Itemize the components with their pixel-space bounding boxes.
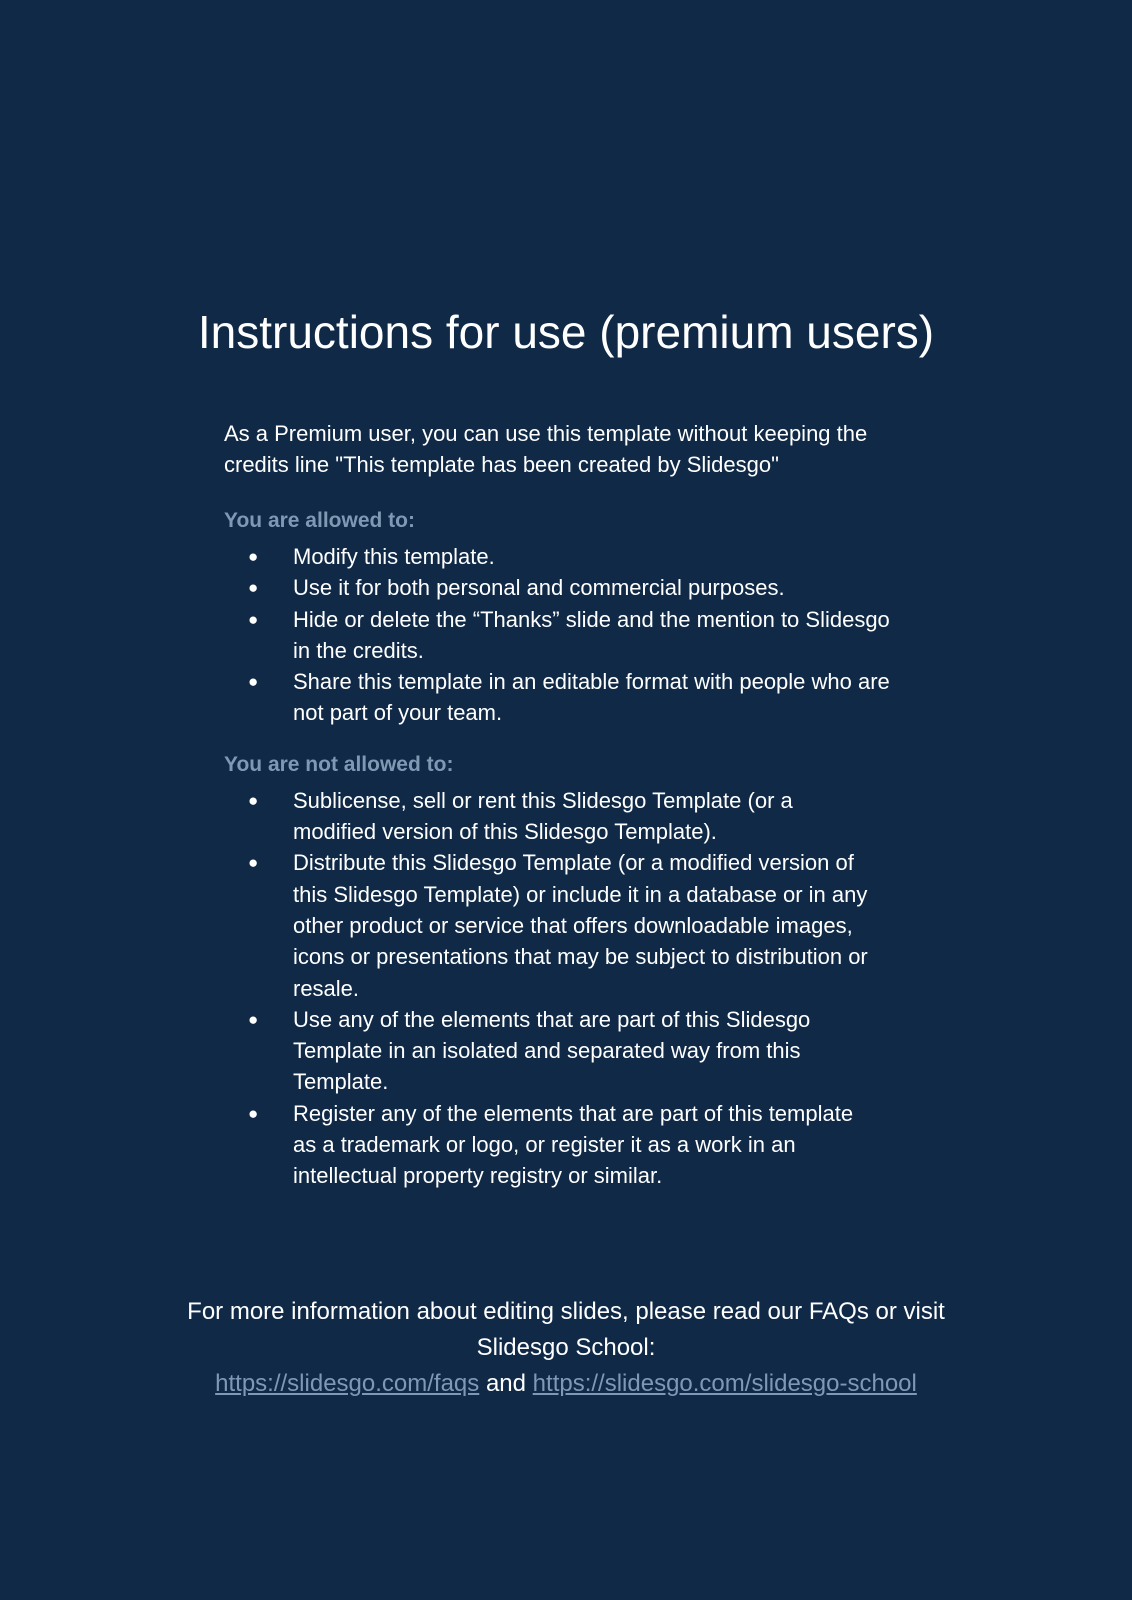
- footer-links: [0, 1366, 1132, 1402]
- not-allowed-item-text: Use any of the elements that are part of this Slidesgo Template in an isolated and separated way from this Template.: [293, 1006, 811, 1095]
- intro-paragraph: As a Premium user, you can use this template without keeping the credits line "This template has been created by Slidesgo": [224, 421, 868, 477]
- instructions-body: [224, 418, 964, 1192]
- allowed-item-text: Hide or delete the “Thanks” slide and the mention to Slidesgo in the credits.: [293, 606, 890, 663]
- not-allowed-heading: You are not allowed to:: [224, 752, 454, 776]
- slidesgo-school-link[interactable]: https://slidesgo.com/slidesgo-school: [532, 1370, 917, 1397]
- bullet-dot-icon: ●: [248, 547, 259, 566]
- allowed-list-item: [224, 604, 899, 667]
- bullet-dot-icon: ●: [248, 1009, 259, 1029]
- not-allowed-item-text: Register any of the elements that are part of this template as a trademark or logo, or register it as a work in an intellectual property registry or similar.: [293, 1100, 854, 1189]
- allowed-item-text: Modify this template.: [293, 544, 495, 569]
- allowed-item-text: Use it for both personal and commercial purposes.: [293, 575, 785, 601]
- footer-connector: and: [485, 1370, 526, 1397]
- not-allowed-item-text: Sublicense, sell or rent this Slidesgo Template (or a modified version of this Slidesgo Template).: [293, 787, 793, 845]
- allowed-item-text: Share this template in an editable format with people who are not part of your team.: [293, 669, 890, 726]
- bullet-dot-icon: ●: [248, 609, 259, 629]
- faqs-link[interactable]: https://slidesgo.com/faqs: [215, 1370, 480, 1397]
- not-allowed-list-item: [224, 847, 873, 1003]
- footer-text: For more information about editing slides, please read our FAQs or visit Slidesgo School:: [187, 1298, 945, 1361]
- allowed-list-item: [224, 541, 899, 572]
- allowed-heading: You are allowed to:: [224, 509, 415, 532]
- not-allowed-list-item: [224, 785, 873, 848]
- page-title: Instructions for use (premium users): [197, 306, 935, 358]
- not-allowed-item-text: Distribute this Slidesgo Template (or a modified version of this Slidesgo Template) or include it in a database or in any other product or service that offers downloadable images, icons or presentations that may be subject to distribution or resale.: [293, 850, 868, 1001]
- not-allowed-list-item: [224, 1098, 873, 1192]
- bullet-dot-icon: ●: [248, 853, 259, 873]
- bullet-dot-icon: ●: [248, 790, 259, 810]
- not-allowed-list-item: [224, 1004, 873, 1098]
- allowed-list-item: [224, 666, 899, 729]
- footer-info: [0, 1294, 1132, 1402]
- bullet-dot-icon: ●: [248, 1103, 259, 1123]
- allowed-list: [224, 541, 964, 729]
- bullet-dot-icon: ●: [248, 672, 259, 692]
- not-allowed-list: [224, 785, 964, 1192]
- allowed-list-item: [224, 572, 899, 603]
- bullet-dot-icon: ●: [248, 578, 259, 598]
